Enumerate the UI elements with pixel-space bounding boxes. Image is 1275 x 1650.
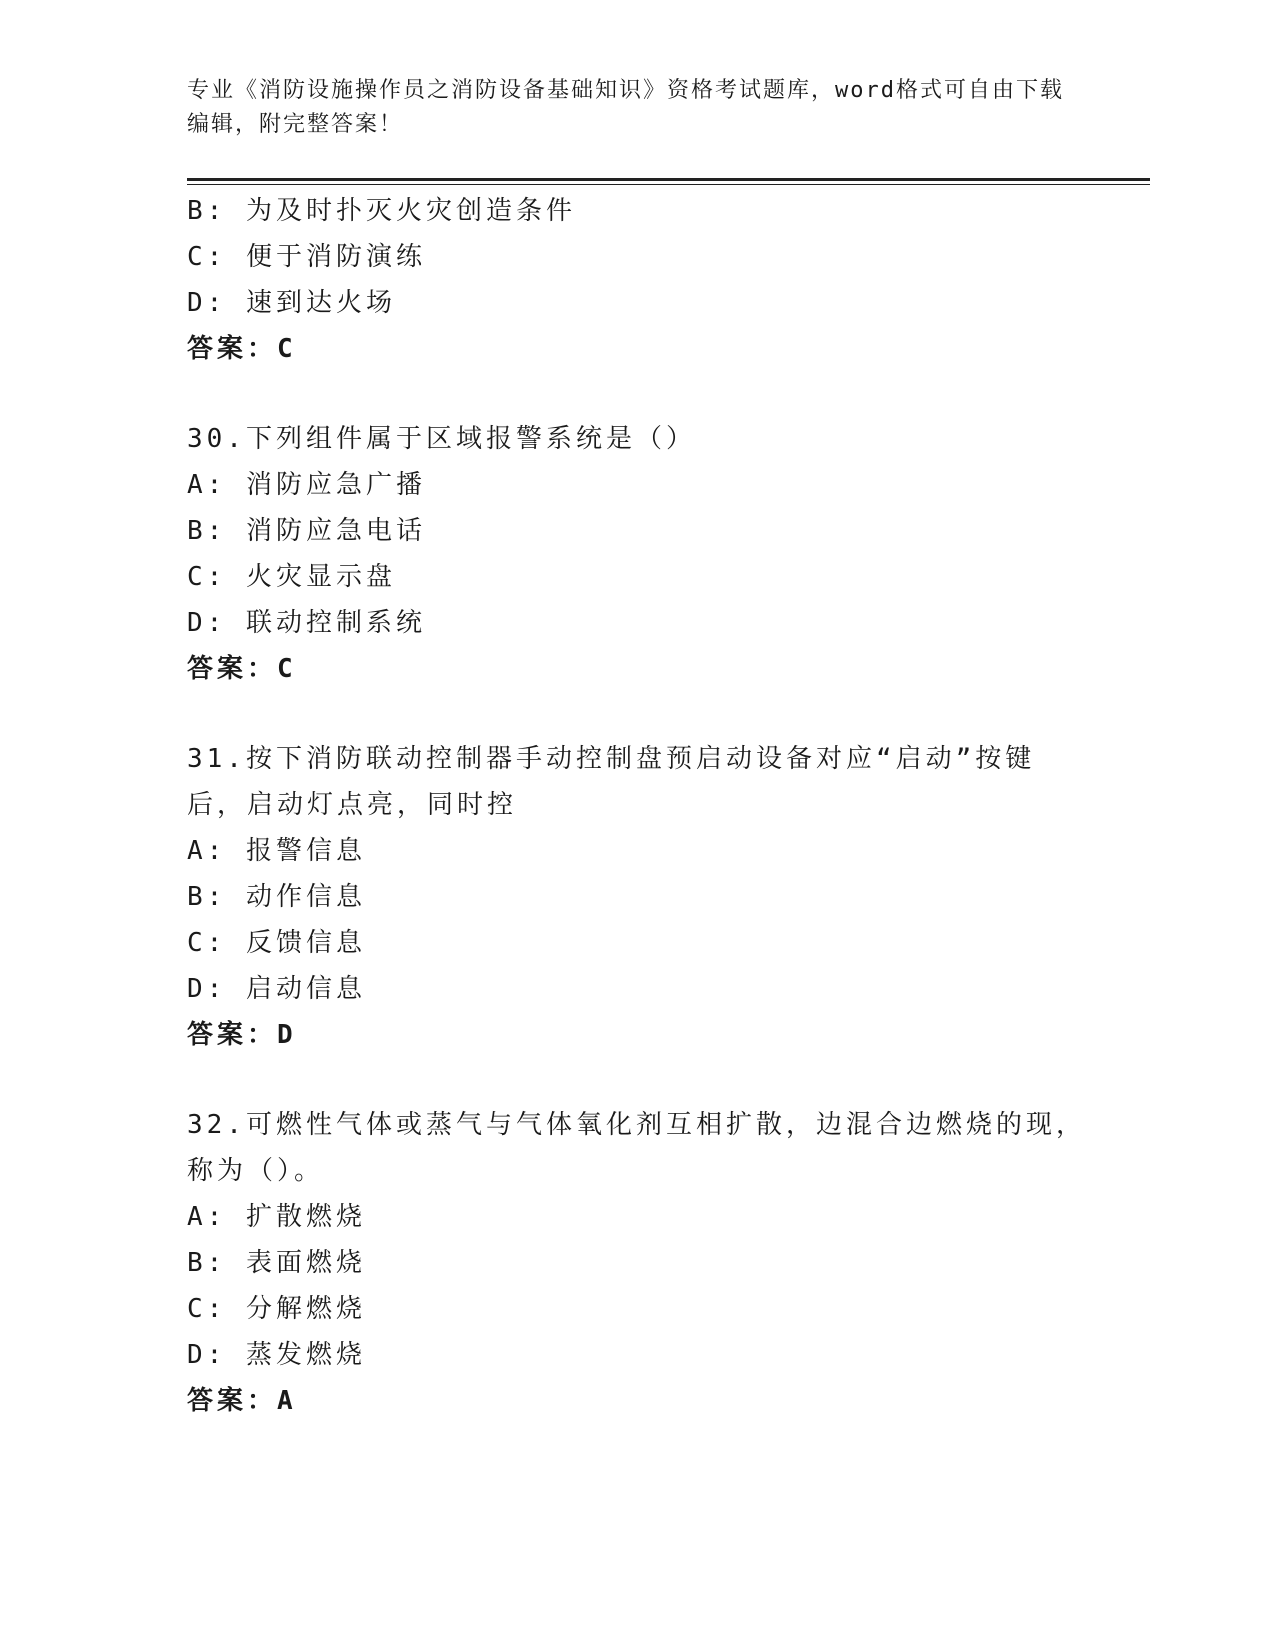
option-d: D: 启动信息: [187, 974, 366, 1004]
question-block-31: [187, 736, 1087, 1058]
option-b: B: 消防应急电话: [187, 516, 426, 546]
question-title: 31.按下消防联动控制器手动控制盘预启动设备对应“启动”按键后，启动灯点亮，同时控: [187, 744, 1036, 820]
option-c: C: 火灾显示盘: [187, 562, 396, 592]
option-a: A: 扩散燃烧: [187, 1202, 366, 1232]
question-title: 32.可燃性气体或蒸气与气体氧化剂互相扩散，边混合边燃烧的现，称为（）。: [187, 1110, 1086, 1186]
option-d: D: 蒸发燃烧: [187, 1340, 366, 1370]
option-b: B: 动作信息: [187, 882, 366, 912]
question-block-30: [187, 416, 1087, 692]
question-block-partial: [187, 188, 1087, 372]
document-header: 专业《消防设施操作员之消防设备基础知识》资格考试题库，word格式可自由下载编辑，附完整答案！: [187, 78, 1064, 137]
option-d: D: 速到达火场: [187, 288, 396, 318]
option-b: B: 为及时扑灭火灾创造条件: [187, 196, 576, 226]
option-d: D: 联动控制系统: [187, 608, 426, 638]
question-list: [187, 188, 1087, 1424]
answer-line: 答案：C: [187, 334, 297, 364]
question-title: 30.下列组件属于区域报警系统是（）: [187, 424, 696, 454]
header-divider-thick: [187, 178, 1150, 181]
answer-line: 答案：A: [187, 1386, 297, 1416]
option-c: C: 便于消防演练: [187, 242, 426, 272]
answer-line: 答案：D: [187, 1020, 297, 1050]
option-a: A: 报警信息: [187, 836, 366, 866]
header-divider-thin: [187, 184, 1150, 185]
option-b: B: 表面燃烧: [187, 1248, 366, 1278]
option-c: C: 分解燃烧: [187, 1294, 366, 1324]
option-a: A: 消防应急广播: [187, 470, 426, 500]
question-block-32: [187, 1102, 1087, 1424]
option-c: C: 反馈信息: [187, 928, 366, 958]
answer-line: 答案：C: [187, 654, 297, 684]
